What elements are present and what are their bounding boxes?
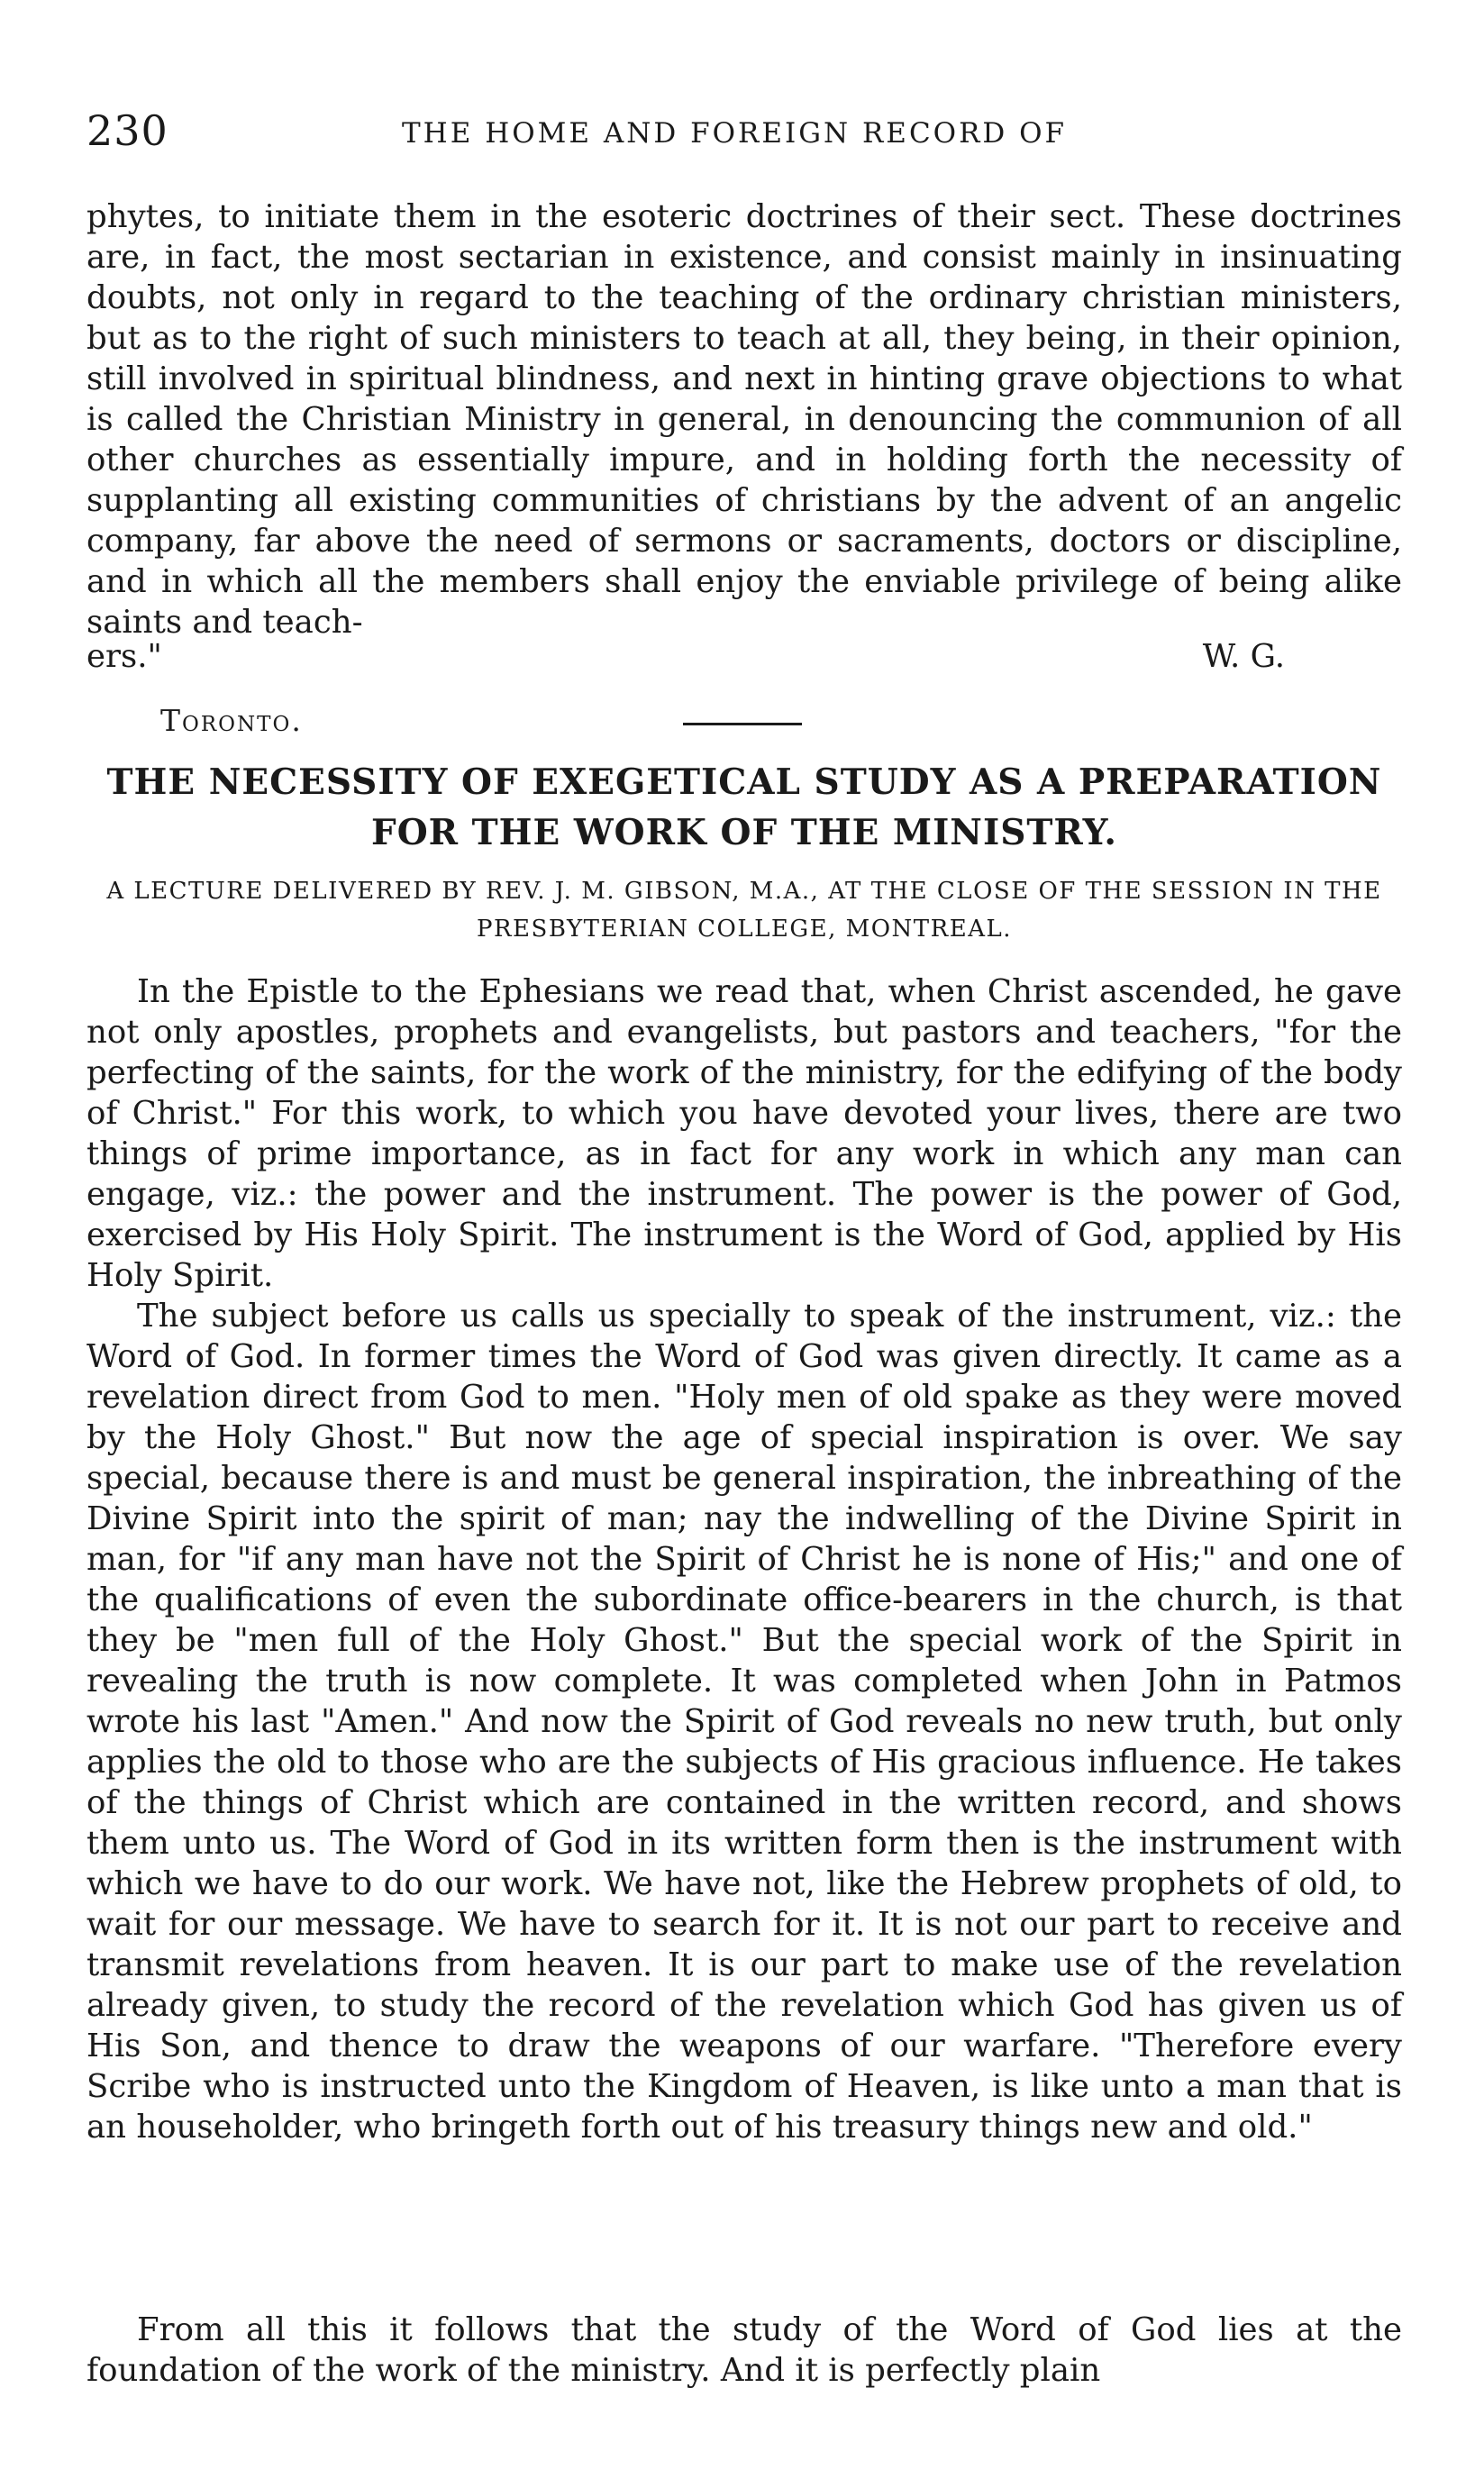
continued-paragraph: phytes, to initiate them in the esoteric doctrines of their sect. These doctrines are, in fact, the most sectarian in existence, and consist mainly in insinuating doubts, not only in regard to the teaching of the ordinary christian ministers, but as to the right of such ministers to teach at all, they being, in their opinion, still involved in spiritual blindness, and next in hinting grave objections to what is called the Christian Ministry in general, in denouncing the communion of all other churches as essentially impure, and in holding forth the necessity of supplanting all existing communities of christians by the advent of an angelic company, far above the need of sermons or sacraments, doctors or discipline, and in which all the members shall enjoy the enviable privilege of being alike saints and teach- [86, 198, 1402, 641]
section-divider-rule [683, 723, 802, 725]
place-line [86, 703, 1402, 743]
running-title: THE HOME AND FOREIGN RECORD OF [402, 117, 1068, 150]
article-paragraph-3: From all this it follows that the study of the Word of God lies at the foundation of the work of the ministry. And it is perfectly plain [86, 2311, 1402, 2389]
page-header [86, 106, 1402, 160]
article-paragraph-2: The subject before us calls us specially to speak of the instrument, viz.: the Word of God. In former times the Word of God was given directly. It came as a revelation direct from God to men. "Holy men of old spake as they were moved by the Holy Ghost." But now the age of special inspiration is over. We say special, because there is and must be general inspiration, the inbreathing of the Divine Spirit into the spirit of man; nay the indwelling of the Divine Spirit in man, for "if any man have not the Spirit of Christ he is none of His;" and one of the qualifications of even the subordinate office-bearers in the church, is that they be "men full of the Holy Ghost." But the special work of the Spirit in revealing the truth is now complete. It was completed when John in Patmos wrote his last "Amen." And now the Spirit of God reveals no new truth, but only applies the old to those who are the subjects of His gracious influence. He takes of the things of Christ which are contained in the written record, and shows them unto us. The Word of God in its written form then is the instrument with which we have to do our work. We have not, like the Hebrew prophets of old, to wait for our message. We have to search for it. It is not our part to receive and transmit revelations from heaven. It is our part to make use of the revelation already given, to study the record of the revelation which God has given us of His Son, and thence to draw the weapons of our warfare. "Therefore every Scribe who is instructed unto the Kingdom of Heaven, is like unto a man that is an householder, who bringeth forth out of his treasury things new and old." [86, 1298, 1402, 2146]
signature-line [86, 638, 1402, 679]
author-signature: W. G. [1202, 638, 1285, 675]
place-name: Toronto. [160, 703, 303, 738]
article-title: THE NECESSITY OF EXEGETICAL STUDY AS A PREPARATION FOR THE WORK OF THE MINISTRY. [106, 761, 1382, 853]
document-page [86, 0, 1402, 2488]
continued-paragraph-tail: ers." [86, 638, 162, 675]
article-subtitle: A LECTURE DELIVERED BY REV. J. M. GIBSON, M.A., AT THE CLOSE OF THE SESSION IN THE PRESBYTERIAN COLLEGE, MONTREAL. [106, 878, 1382, 943]
page-number: 230 [86, 106, 168, 155]
article-paragraph-1: In the Epistle to the Ephesians we read that, when Christ ascended, he gave not only apostles, prophets and evangelists, but pastors and teachers, "for the perfecting of the saints, for the work of the ministry, for the edifying of the body of Christ." For this work, to which you have devoted your lives, there are two things of prime importance, as in fact for any work in which any man can engage, viz.: the power and the instrument. The power is the power of God, exercised by His Holy Spirit. The instrument is the Word of God, applied by His Holy Spirit. [86, 973, 1402, 1294]
